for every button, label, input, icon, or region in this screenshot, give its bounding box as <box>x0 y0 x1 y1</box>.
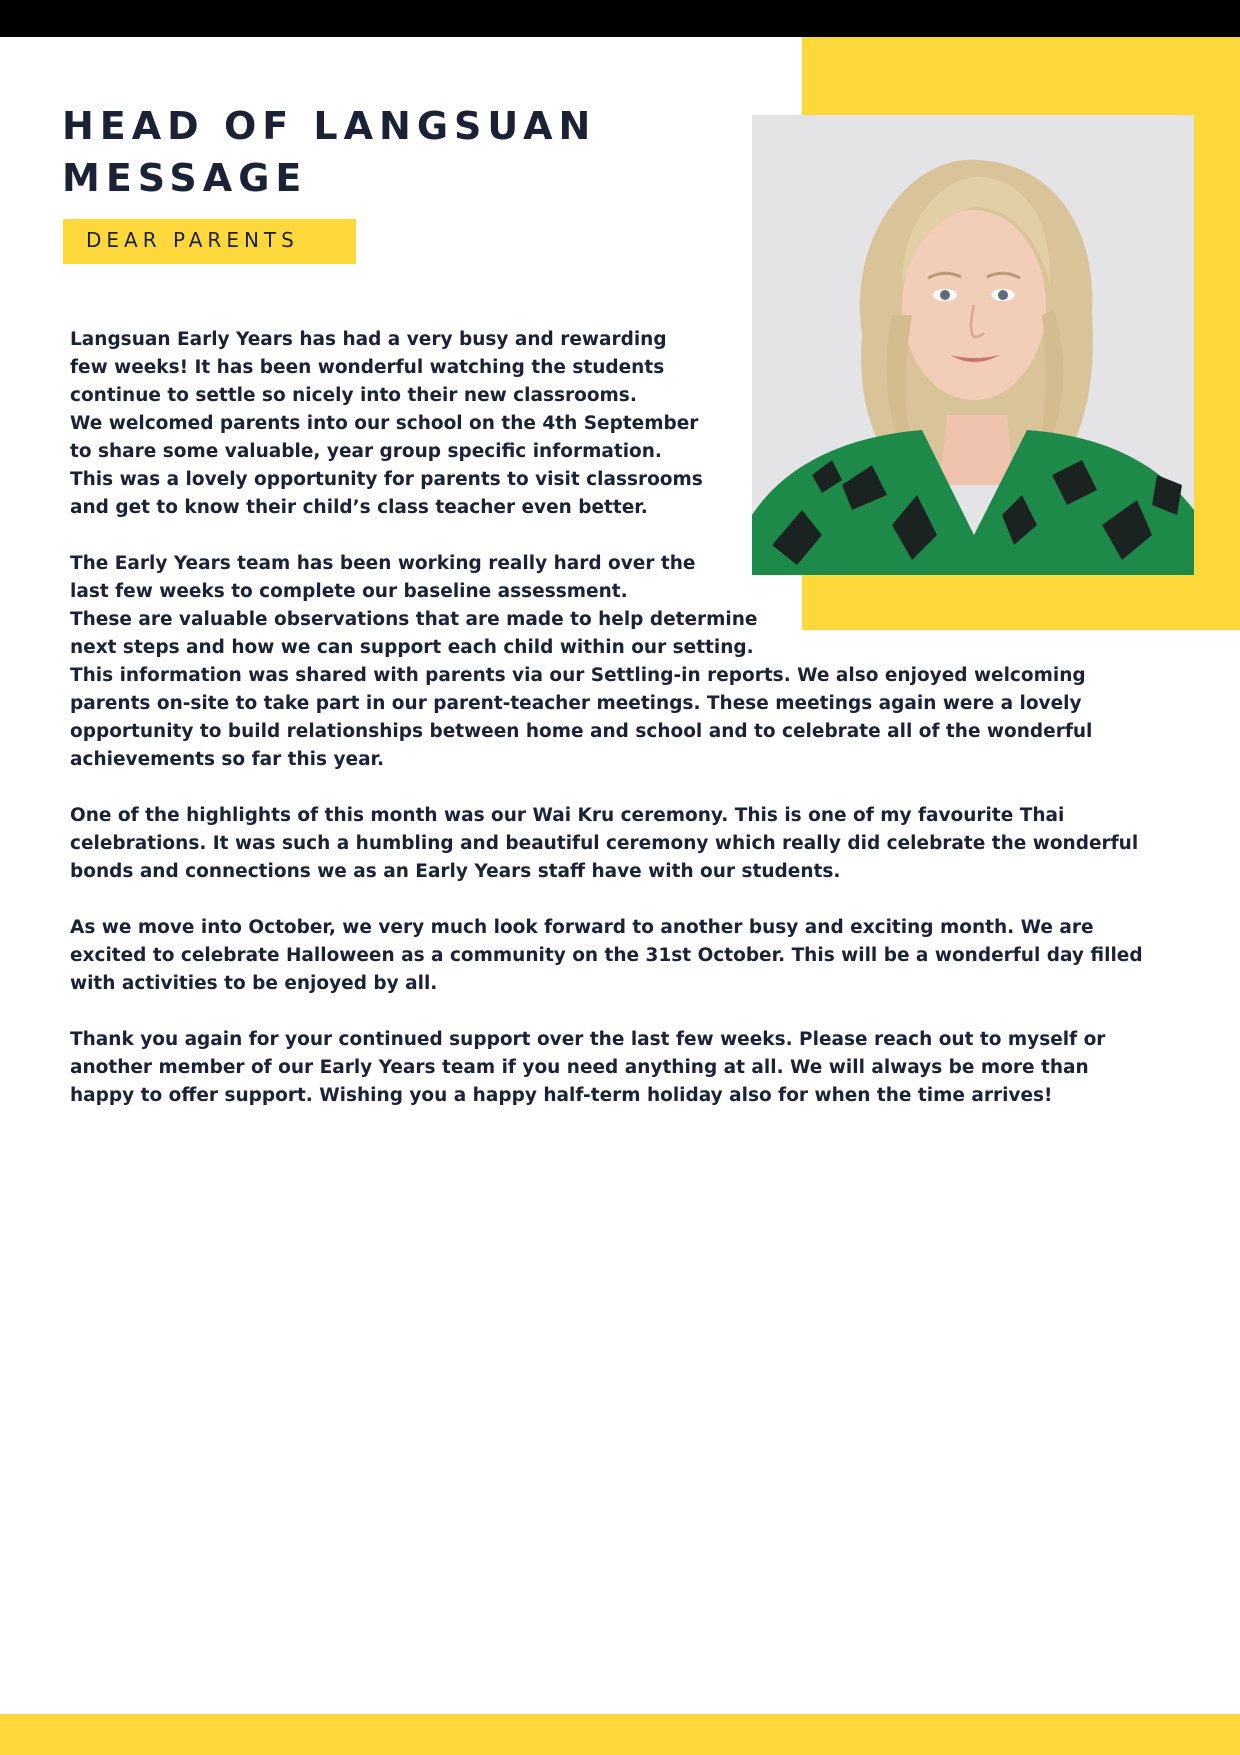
text-line: As we move into October, we very much look forward to another busy and exciting month. We are <box>70 917 1094 938</box>
paragraph <box>70 914 1190 998</box>
text-line: bonds and connections we as an Early Years staff have with our students. <box>70 861 841 882</box>
text-line: celebrations. It was such a humbling and beautiful ceremony which really did celebrate the wonderful <box>70 833 1139 854</box>
text-line: last few weeks to complete our baseline assessment. <box>70 581 628 602</box>
text-line: happy to offer support. Wishing you a happy half-term holiday also for when the time arrives! <box>70 1085 1053 1106</box>
page-title <box>62 100 662 204</box>
text-line: achievements so far this year. <box>70 749 385 770</box>
text-line: These are valuable observations that are made to help determine <box>70 609 758 630</box>
paragraph <box>70 802 1190 886</box>
text-line: We welcomed parents into our school on the 4th September <box>70 413 699 434</box>
text-line: parents on-site to take part in our parent-teacher meetings. These meetings again were a lovely <box>70 693 1082 714</box>
text-line: One of the highlights of this month was our Wai Kru ceremony. This is one of my favourite Thai <box>70 805 1065 826</box>
text-line: and get to know their child’s class teacher even better. <box>70 497 648 518</box>
text-line: excited to celebrate Halloween as a community on the 31st October. This will be a wonderful day filled <box>70 945 1143 966</box>
text-line: with activities to be enjoyed by all. <box>70 973 438 994</box>
title-line-1: HEAD OF LANGSUAN <box>62 104 597 148</box>
text-line: another member of our Early Years team if you need anything at all. We will always be more than <box>70 1057 1089 1078</box>
text-line: few weeks! It has been wonderful watching the students <box>70 357 665 378</box>
text-line: Langsuan Early Years has had a very busy and rewarding <box>70 329 667 350</box>
title-line-2: MESSAGE <box>62 156 308 200</box>
paragraph <box>70 1026 1190 1110</box>
dear-parents-label <box>63 219 356 264</box>
text-line: This was a lovely opportunity for parents to visit classrooms <box>70 469 703 490</box>
text-line: to share some valuable, year group specific information. <box>70 441 662 462</box>
paragraph <box>70 326 1190 522</box>
text-line: next steps and how we can support each child within our setting. <box>70 637 754 658</box>
text-line: continue to settle so nicely into their new classrooms. <box>70 385 637 406</box>
bottom-bar <box>0 1714 1240 1755</box>
text-line: The Early Years team has been working really hard over the <box>70 553 696 574</box>
dear-parents-text: DEAR PARENTS <box>86 228 299 252</box>
text-line: This information was shared with parents via our Settling-in reports. We also enjoyed welcoming <box>70 665 1086 686</box>
top-bar <box>0 0 1240 37</box>
text-line: Thank you again for your continued support over the last few weeks. Please reach out to myself or <box>70 1029 1106 1050</box>
paragraph <box>70 550 1190 774</box>
message-body <box>70 326 1190 1138</box>
text-line: opportunity to build relationships between home and school and to celebrate all of the wonderful <box>70 721 1093 742</box>
